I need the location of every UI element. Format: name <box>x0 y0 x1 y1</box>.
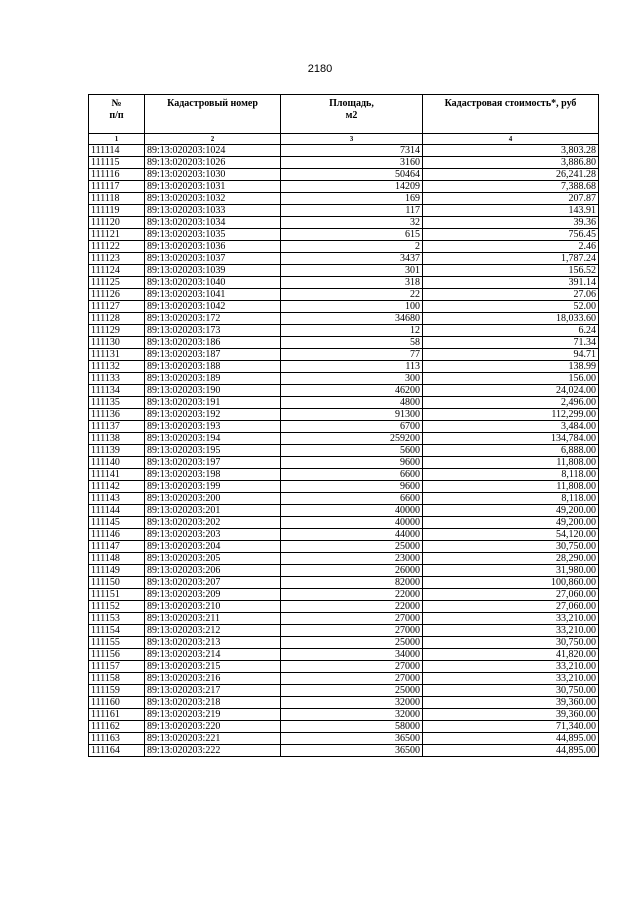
header-cadastral-number: Кадастровый номер <box>145 95 281 134</box>
area-cell: 58000 <box>281 721 423 733</box>
cadastral-number-cell: 89:13:020203:1032 <box>145 193 281 205</box>
table-row <box>89 301 599 313</box>
row-number-cell: 111124 <box>89 265 145 277</box>
area-cell: 615 <box>281 229 423 241</box>
cadastral-cost-cell: 3,484.00 <box>423 421 599 433</box>
row-number-cell: 111137 <box>89 421 145 433</box>
table-row <box>89 745 599 757</box>
cadastral-number-cell: 89:13:020203:173 <box>145 325 281 337</box>
table-row <box>89 565 599 577</box>
cadastral-cost-cell: 28,290.00 <box>423 553 599 565</box>
cadastral-cost-cell: 8,118.00 <box>423 493 599 505</box>
row-number-cell: 111164 <box>89 745 145 757</box>
cadastral-number-cell: 89:13:020203:193 <box>145 421 281 433</box>
area-cell: 4800 <box>281 397 423 409</box>
cadastral-number-cell: 89:13:020203:191 <box>145 397 281 409</box>
table-row <box>89 169 599 181</box>
cadastral-number-cell: 89:13:020203:215 <box>145 661 281 673</box>
row-number-cell: 111139 <box>89 445 145 457</box>
cadastral-number-cell: 89:13:020203:1033 <box>145 205 281 217</box>
table-row <box>89 373 599 385</box>
area-cell: 40000 <box>281 505 423 517</box>
area-cell: 44000 <box>281 529 423 541</box>
table-row <box>89 445 599 457</box>
area-cell: 46200 <box>281 385 423 397</box>
cadastral-cost-cell: 112,299.00 <box>423 409 599 421</box>
cadastral-cost-cell: 7,388.68 <box>423 181 599 193</box>
cadastral-cost-cell: 134,784.00 <box>423 433 599 445</box>
row-number-cell: 111132 <box>89 361 145 373</box>
area-cell: 169 <box>281 193 423 205</box>
area-cell: 6600 <box>281 469 423 481</box>
table-row <box>89 349 599 361</box>
cadastral-number-cell: 89:13:020203:216 <box>145 673 281 685</box>
row-number-cell: 111129 <box>89 325 145 337</box>
cadastral-cost-cell: 27,060.00 <box>423 589 599 601</box>
area-cell: 3160 <box>281 157 423 169</box>
cadastral-cost-cell: 30,750.00 <box>423 685 599 697</box>
area-cell: 6600 <box>281 493 423 505</box>
cadastral-number-cell: 89:13:020203:206 <box>145 565 281 577</box>
row-number-cell: 111143 <box>89 493 145 505</box>
table-row <box>89 601 599 613</box>
row-number-cell: 111148 <box>89 553 145 565</box>
row-number-cell: 111127 <box>89 301 145 313</box>
area-cell: 25000 <box>281 685 423 697</box>
table-row <box>89 205 599 217</box>
row-number-cell: 111122 <box>89 241 145 253</box>
cadastral-cost-cell: 30,750.00 <box>423 541 599 553</box>
cadastral-number-cell: 89:13:020203:1024 <box>145 145 281 157</box>
cadastral-cost-cell: 71,340.00 <box>423 721 599 733</box>
table-row <box>89 289 599 301</box>
cadastral-cost-cell: 100,860.00 <box>423 577 599 589</box>
cadastral-cost-cell: 11,808.00 <box>423 457 599 469</box>
cadastral-number-cell: 89:13:020203:186 <box>145 337 281 349</box>
cadastral-cost-cell: 31,980.00 <box>423 565 599 577</box>
area-cell: 5600 <box>281 445 423 457</box>
area-cell: 22000 <box>281 589 423 601</box>
area-cell: 113 <box>281 361 423 373</box>
row-number-cell: 111125 <box>89 277 145 289</box>
area-cell: 32 <box>281 217 423 229</box>
table-row <box>89 337 599 349</box>
table-row <box>89 181 599 193</box>
cadastral-cost-cell: 138.99 <box>423 361 599 373</box>
cadastral-cost-cell: 143.91 <box>423 205 599 217</box>
table-row <box>89 241 599 253</box>
table-row <box>89 517 599 529</box>
cadastral-number-cell: 89:13:020203:187 <box>145 349 281 361</box>
row-number-cell: 111123 <box>89 253 145 265</box>
cadastral-number-cell: 89:13:020203:1030 <box>145 169 281 181</box>
area-cell: 36500 <box>281 745 423 757</box>
cadastral-cost-cell: 11,808.00 <box>423 481 599 493</box>
table-row <box>89 493 599 505</box>
row-number-cell: 111134 <box>89 385 145 397</box>
area-cell: 25000 <box>281 541 423 553</box>
row-number-cell: 111115 <box>89 157 145 169</box>
cadastral-table <box>88 94 599 757</box>
table-row <box>89 529 599 541</box>
cadastral-number-cell: 89:13:020203:190 <box>145 385 281 397</box>
cadastral-cost-cell: 27,060.00 <box>423 601 599 613</box>
cadastral-number-cell: 89:13:020203:197 <box>145 457 281 469</box>
cadastral-cost-cell: 27.06 <box>423 289 599 301</box>
cadastral-cost-cell: 391.14 <box>423 277 599 289</box>
cadastral-number-cell: 89:13:020203:218 <box>145 697 281 709</box>
table-row <box>89 721 599 733</box>
area-cell: 3437 <box>281 253 423 265</box>
area-cell: 301 <box>281 265 423 277</box>
table-header <box>89 95 599 145</box>
cadastral-cost-cell: 94.71 <box>423 349 599 361</box>
table-row <box>89 709 599 721</box>
row-number-cell: 111138 <box>89 433 145 445</box>
row-number-cell: 111126 <box>89 289 145 301</box>
cadastral-number-cell: 89:13:020203:1035 <box>145 229 281 241</box>
area-cell: 100 <box>281 301 423 313</box>
row-number-cell: 111121 <box>89 229 145 241</box>
row-number-cell: 111118 <box>89 193 145 205</box>
table-row <box>89 481 599 493</box>
header-row-number: № п/п <box>89 95 145 134</box>
column-number: 4 <box>423 134 599 145</box>
cadastral-number-cell: 89:13:020203:1036 <box>145 241 281 253</box>
cadastral-number-cell: 89:13:020203:194 <box>145 433 281 445</box>
table-row <box>89 673 599 685</box>
area-cell: 27000 <box>281 625 423 637</box>
cadastral-cost-cell: 18,033.60 <box>423 313 599 325</box>
area-cell: 36500 <box>281 733 423 745</box>
cadastral-number-cell: 89:13:020203:222 <box>145 745 281 757</box>
area-cell: 12 <box>281 325 423 337</box>
cadastral-cost-cell: 33,210.00 <box>423 661 599 673</box>
table-row <box>89 325 599 337</box>
cadastral-number-cell: 89:13:020203:219 <box>145 709 281 721</box>
table-row <box>89 649 599 661</box>
cadastral-number-cell: 89:13:020203:189 <box>145 373 281 385</box>
cadastral-number-cell: 89:13:020203:192 <box>145 409 281 421</box>
area-cell: 6700 <box>281 421 423 433</box>
cadastral-cost-cell: 52.00 <box>423 301 599 313</box>
cadastral-cost-cell: 44,895.00 <box>423 745 599 757</box>
area-cell: 318 <box>281 277 423 289</box>
cadastral-number-cell: 89:13:020203:1042 <box>145 301 281 313</box>
table-row <box>89 265 599 277</box>
column-number: 1 <box>89 134 145 145</box>
area-cell: 50464 <box>281 169 423 181</box>
cadastral-cost-cell: 24,024.00 <box>423 385 599 397</box>
cadastral-cost-cell: 156.52 <box>423 265 599 277</box>
row-number-cell: 111151 <box>89 589 145 601</box>
table-row <box>89 457 599 469</box>
cadastral-number-cell: 89:13:020203:1034 <box>145 217 281 229</box>
area-cell: 27000 <box>281 613 423 625</box>
area-cell: 26000 <box>281 565 423 577</box>
cadastral-number-cell: 89:13:020203:195 <box>145 445 281 457</box>
cadastral-cost-cell: 54,120.00 <box>423 529 599 541</box>
cadastral-cost-cell: 1,787.24 <box>423 253 599 265</box>
cadastral-number-cell: 89:13:020203:211 <box>145 613 281 625</box>
cadastral-cost-cell: 33,210.00 <box>423 625 599 637</box>
cadastral-number-cell: 89:13:020203:213 <box>145 637 281 649</box>
table-body <box>89 145 599 757</box>
cadastral-cost-cell: 6.24 <box>423 325 599 337</box>
cadastral-number-cell: 89:13:020203:188 <box>145 361 281 373</box>
row-number-cell: 111136 <box>89 409 145 421</box>
row-number-cell: 111145 <box>89 517 145 529</box>
row-number-cell: 111149 <box>89 565 145 577</box>
cadastral-number-cell: 89:13:020203:199 <box>145 481 281 493</box>
cadastral-number-cell: 89:13:020203:1041 <box>145 289 281 301</box>
row-number-cell: 111160 <box>89 697 145 709</box>
row-number-cell: 111130 <box>89 337 145 349</box>
cadastral-cost-cell: 6,888.00 <box>423 445 599 457</box>
table-row <box>89 433 599 445</box>
cadastral-number-cell: 89:13:020203:214 <box>145 649 281 661</box>
cadastral-number-cell: 89:13:020203:1037 <box>145 253 281 265</box>
cadastral-cost-cell: 207.87 <box>423 193 599 205</box>
row-number-cell: 111157 <box>89 661 145 673</box>
row-number-cell: 111131 <box>89 349 145 361</box>
area-cell: 91300 <box>281 409 423 421</box>
cadastral-number-cell: 89:13:020203:1040 <box>145 277 281 289</box>
table-row <box>89 553 599 565</box>
cadastral-number-cell: 89:13:020203:1031 <box>145 181 281 193</box>
cadastral-number-cell: 89:13:020203:212 <box>145 625 281 637</box>
cadastral-number-cell: 89:13:020203:205 <box>145 553 281 565</box>
area-cell: 22 <box>281 289 423 301</box>
area-cell: 77 <box>281 349 423 361</box>
table-row <box>89 313 599 325</box>
cadastral-cost-cell: 39.36 <box>423 217 599 229</box>
cadastral-number-cell: 89:13:020203:220 <box>145 721 281 733</box>
page-number: 2180 <box>307 63 333 75</box>
table-row <box>89 505 599 517</box>
cadastral-number-cell: 89:13:020203:203 <box>145 529 281 541</box>
cadastral-cost-cell: 33,210.00 <box>423 673 599 685</box>
area-cell: 34680 <box>281 313 423 325</box>
table-row <box>89 253 599 265</box>
column-number: 2 <box>145 134 281 145</box>
table-row <box>89 361 599 373</box>
row-number-cell: 111159 <box>89 685 145 697</box>
column-numbers-row <box>89 134 599 145</box>
area-cell: 22000 <box>281 601 423 613</box>
area-cell: 58 <box>281 337 423 349</box>
area-cell: 117 <box>281 205 423 217</box>
row-number-cell: 111144 <box>89 505 145 517</box>
table-row <box>89 277 599 289</box>
row-number-cell: 111146 <box>89 529 145 541</box>
row-number-cell: 111120 <box>89 217 145 229</box>
header-cadastral-cost: Кадастровая стоимость*, руб <box>423 95 599 134</box>
cadastral-number-cell: 89:13:020203:204 <box>145 541 281 553</box>
row-number-cell: 111156 <box>89 649 145 661</box>
column-number: 3 <box>281 134 423 145</box>
area-cell: 34000 <box>281 649 423 661</box>
table-row <box>89 145 599 157</box>
row-number-cell: 111128 <box>89 313 145 325</box>
cadastral-cost-cell: 26,241.28 <box>423 169 599 181</box>
table-row <box>89 409 599 421</box>
row-number-cell: 111147 <box>89 541 145 553</box>
area-cell: 32000 <box>281 697 423 709</box>
area-cell: 40000 <box>281 517 423 529</box>
row-number-cell: 111153 <box>89 613 145 625</box>
cadastral-cost-cell: 3,803.28 <box>423 145 599 157</box>
area-cell: 300 <box>281 373 423 385</box>
table-row <box>89 469 599 481</box>
row-number-cell: 111155 <box>89 637 145 649</box>
row-number-cell: 111141 <box>89 469 145 481</box>
table-row <box>89 589 599 601</box>
cadastral-cost-cell: 39,360.00 <box>423 709 599 721</box>
area-cell: 14209 <box>281 181 423 193</box>
area-cell: 7314 <box>281 145 423 157</box>
cadastral-number-cell: 89:13:020203:209 <box>145 589 281 601</box>
cadastral-number-cell: 89:13:020203:202 <box>145 517 281 529</box>
area-cell: 25000 <box>281 637 423 649</box>
row-number-cell: 111142 <box>89 481 145 493</box>
row-number-cell: 111116 <box>89 169 145 181</box>
row-number-cell: 111152 <box>89 601 145 613</box>
cadastral-cost-cell: 8,118.00 <box>423 469 599 481</box>
row-number-cell: 111161 <box>89 709 145 721</box>
area-cell: 9600 <box>281 457 423 469</box>
cadastral-number-cell: 89:13:020203:1039 <box>145 265 281 277</box>
header-row <box>89 95 599 134</box>
cadastral-cost-cell: 44,895.00 <box>423 733 599 745</box>
table-row <box>89 625 599 637</box>
row-number-cell: 111162 <box>89 721 145 733</box>
row-number-cell: 111119 <box>89 205 145 217</box>
row-number-cell: 111163 <box>89 733 145 745</box>
table-row <box>89 541 599 553</box>
area-cell: 9600 <box>281 481 423 493</box>
table-row <box>89 217 599 229</box>
cadastral-cost-cell: 49,200.00 <box>423 517 599 529</box>
cadastral-cost-cell: 3,886.80 <box>423 157 599 169</box>
row-number-cell: 111150 <box>89 577 145 589</box>
cadastral-number-cell: 89:13:020203:198 <box>145 469 281 481</box>
table-row <box>89 577 599 589</box>
cadastral-number-cell: 89:13:020203:221 <box>145 733 281 745</box>
header-area: Площадь, м2 <box>281 95 423 134</box>
cadastral-number-cell: 89:13:020203:207 <box>145 577 281 589</box>
area-cell: 32000 <box>281 709 423 721</box>
area-cell: 82000 <box>281 577 423 589</box>
cadastral-number-cell: 89:13:020203:172 <box>145 313 281 325</box>
area-cell: 27000 <box>281 661 423 673</box>
table-row <box>89 685 599 697</box>
row-number-cell: 111154 <box>89 625 145 637</box>
cadastral-number-cell: 89:13:020203:217 <box>145 685 281 697</box>
cadastral-number-cell: 89:13:020203:201 <box>145 505 281 517</box>
table-row <box>89 193 599 205</box>
area-cell: 27000 <box>281 673 423 685</box>
cadastral-cost-cell: 2,496.00 <box>423 397 599 409</box>
cadastral-number-cell: 89:13:020203:200 <box>145 493 281 505</box>
cadastral-cost-cell: 156.00 <box>423 373 599 385</box>
area-cell: 2 <box>281 241 423 253</box>
table-row <box>89 637 599 649</box>
cadastral-cost-cell: 49,200.00 <box>423 505 599 517</box>
row-number-cell: 111135 <box>89 397 145 409</box>
cadastral-number-cell: 89:13:020203:210 <box>145 601 281 613</box>
area-cell: 259200 <box>281 433 423 445</box>
table-row <box>89 229 599 241</box>
table-row <box>89 385 599 397</box>
cadastral-cost-cell: 41,820.00 <box>423 649 599 661</box>
cadastral-cost-cell: 2.46 <box>423 241 599 253</box>
row-number-cell: 111133 <box>89 373 145 385</box>
row-number-cell: 111114 <box>89 145 145 157</box>
cadastral-cost-cell: 30,750.00 <box>423 637 599 649</box>
area-cell: 23000 <box>281 553 423 565</box>
table-row <box>89 733 599 745</box>
cadastral-cost-cell: 71.34 <box>423 337 599 349</box>
cadastral-cost-cell: 33,210.00 <box>423 613 599 625</box>
table-row <box>89 661 599 673</box>
table-row <box>89 397 599 409</box>
cadastral-cost-cell: 39,360.00 <box>423 697 599 709</box>
table-row <box>89 157 599 169</box>
table-row <box>89 697 599 709</box>
table-row <box>89 613 599 625</box>
cadastral-cost-cell: 756.45 <box>423 229 599 241</box>
row-number-cell: 111158 <box>89 673 145 685</box>
row-number-cell: 111117 <box>89 181 145 193</box>
cadastral-number-cell: 89:13:020203:1026 <box>145 157 281 169</box>
row-number-cell: 111140 <box>89 457 145 469</box>
table-row <box>89 421 599 433</box>
